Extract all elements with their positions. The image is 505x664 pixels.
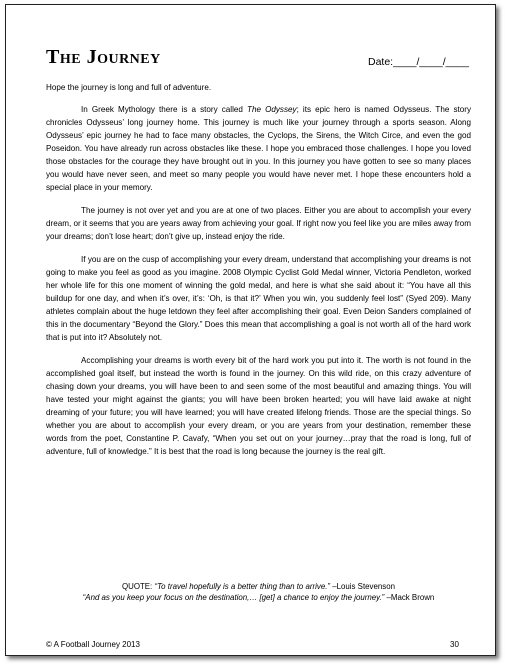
date-field: Date:____/____/____ xyxy=(368,56,470,68)
p1-text-start: In Greek Mythology there is a story called xyxy=(81,105,248,114)
quote-label: QUOTE: xyxy=(122,582,155,591)
page-number: 30 xyxy=(450,640,459,649)
quote-1-author: –Louis Stevenson xyxy=(330,582,395,591)
quote-2-author: –Mack Brown xyxy=(384,593,435,602)
footer-copyright: © A Football Journey 2013 xyxy=(46,640,140,649)
quote-1-text: “To travel hopefully is a better thing than to arrive.” xyxy=(154,582,331,591)
paragraph-4: Accomplishing your dreams is worth every bit of the hard work you put into it. The worth is not found in the accomplished goal itself, but instead the worth is found in the journey. On this wild ride, on this crazy adventure of chasing down your dreams, you will have been to and seen some of the most beautiful and amazing things. You will have tested your might against the giants; you will have been broken hearted; you will have laid awake at night dreaming of your future; you will have learned; you will have created lifelong friends. Those are the special things. So whether you are about to accomplish your every dream, or you are years from your destination, remember these words from the poet, Constantine P. Cavafy, “When you set out on your journey…pray that the road is long, full of adventure, full of knowledge.” It is best that the road is long because the journey is the real gift. xyxy=(46,356,471,456)
quote-2 xyxy=(46,592,471,603)
quotes-block xyxy=(46,581,471,603)
page-title: The Journey xyxy=(46,46,161,68)
book-title: The Odyssey xyxy=(247,105,297,114)
quote-2-text: “And as you keep your focus on the destination,… [get] a chance to enjoy the journey.” xyxy=(82,593,385,602)
quote-1 xyxy=(46,581,471,592)
page xyxy=(5,4,496,656)
intro-paragraph: Hope the journey is long and full of adventure. xyxy=(46,83,212,92)
paragraph-3: If you are on the cusp of accomplishing your every dream, understand that accomplishing your dreams is not going to make you feel as good as you imagine. 2008 Olympic Cyclist Gold Medal winner, Victoria Pendleton, worked her whole life for this one moment of winning the gold medal, and here is what she said about it: “You have all this buildup for one day, and when it’s over, it’s: ‘Oh, is that it?’ When you win, you suddenly feel lost” (Syed 209). Many athletes complain about the huge letdown they feel after accomplishing their goal. Even Deion Sanders complained of this in the documentary “Beyond the Glory.” Does this mean that accomplishing a goal is not worth all of the hard work that is put into it? Absolutely not. xyxy=(46,255,471,342)
paragraph-1 xyxy=(46,103,471,194)
body-text xyxy=(46,81,471,468)
paragraph-2: The journey is not over yet and you are at one of two places. Either you are about to accomplish your every dream, or it seems that you are years away from achieving your goal. If right now you feel like you are miles away from your dreams; don’t lose heart; don’t give up, instead enjoy the ride. xyxy=(46,206,471,241)
p1-text-end: ; its epic hero is named Odysseus. The story chronicles Odysseus’ long journey home. This journey is much like your journey through a sports season. Along Odysseus’ epic journey he had to face many obstacles, the Cyclops, the Sirens, the Witch Circe, and even the god Poseidon. You have already run across obstacles like these. I hope you embraced those challenges. I hope you loved those obstacles for the courage they have brought out in you. In this journey you have gotten to see so many places you would have never seen, and meet so many people you would have never met. I hope these encounters hold a special place in your memory. xyxy=(46,105,471,192)
